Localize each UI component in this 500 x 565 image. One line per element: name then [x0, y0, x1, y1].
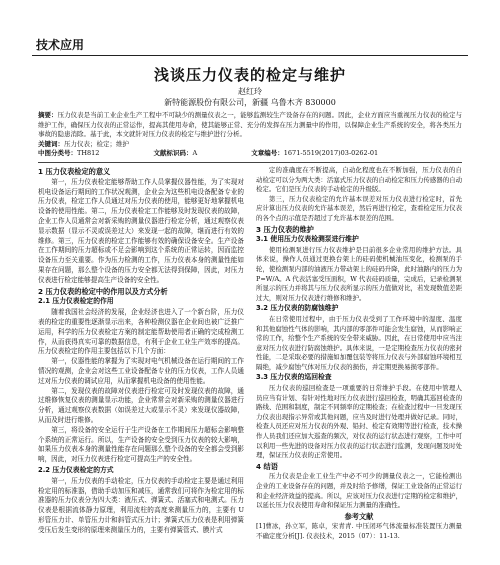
subsection-heading: 3.1 使用压力仪表检测泵进行维护: [256, 235, 359, 244]
article-affiliation: 新特能源股份有限公司，新疆 乌鲁木齐 830000: [164, 98, 336, 107]
body-paragraph: 使用检测泵进行压力仪表维护是目前很多企业常用的维护方法。具体来说，操作人员通过更换台架上的硅码使机械油压变化，检测泵的手轮，使检测泵内部的油液压力带动架上的硅码升降，此时油路内的压力为 P=W/A。A 代表活塞受压面积，W 代表硅码质量，完成后，记录检测泵所显示的压力并将其与压力仪表所显示的压力值做对比，若发现数值差距过大，则对压力仪表进行维修和维护。: [256, 245, 463, 302]
article-meta: [38, 148, 430, 157]
keywords-label: 关键词：: [38, 139, 64, 148]
body-paragraph: 第一，仪器性能的掌握为了实现对电气机械设备在运行期间的工作情况的观测，企业会对这些工业设备配备专业的压力仪表，工作人员通过对压力仪表的调试应用，从而掌握机电设备的使用性能。: [38, 357, 244, 385]
subsection-heading: 2.1 压力仪表检定的作用: [38, 297, 114, 306]
meta-classification: 中图分类号：TH812: [38, 149, 100, 157]
body-paragraph: 随着我国社会经济的发展，企业经济也进入了一个新台阶，压力仪表的检定的重要性逐渐显示出来，各种检测仪器在企业间也被广泛推广运用，科学的压力仪表检定方案的制定能帮助使用者正确的完成检测工作，从而获得真实可靠的数据信息，有利于企业工业生产效率的提高。压力仪表检定的作用主要包括以下几个方面：: [38, 308, 244, 356]
subsection-heading: 2.2 压力仪表检定的方式: [38, 465, 114, 474]
body-paragraph: 定的准确度在不断提高，自动化程度也在不断加强，压力仪表的自动检定可以分为两大类：活塞式压力仪表的自动检定和压力传感器的自动检定。它们是压力仪表的手动检定的升级版。: [256, 166, 463, 194]
right-column: [256, 166, 462, 542]
section-heading: 2 压力仪表的检定中的作用以及方式分析: [38, 286, 168, 296]
article-author: 赵红玲: [238, 87, 262, 96]
body-paragraph: 第一，压力仪表的手动检定，压力仪表的手动检定主要是通过利用检定用的标准器，借助手动加压和减压，通常我们可将作为检定用的标准器的压力仪表分为四大类：液压式、弹簧式、活塞式和电测式。压力仪表是根据流体静力原理，利用流柱的高度来测量压力的，主要有 U 形管压力计、单管压力计和斜管式压力计；弹簧式压力仪表是利用弹簧受压后发生变形的原理来测量压力的，主要有弹簧管式、膜片式: [38, 476, 244, 534]
header-divider: [32, 55, 468, 56]
subsection-heading: 3.2 压力仪表的防腐蚀维护: [256, 304, 339, 313]
abstract-divider: [38, 162, 462, 163]
body-paragraph: 在日常使用过程中，由于压力仪表受到了工作环境中的湿度、温度和其他腐蚀性气体的影响，其内部的零部件可能会发生腐蚀，从而影响正常的工作，给整个生产系统的安全带来威胁。因此，在日常使用中应当注意对压力仪表进行防腐蚀维护。具体来说，一是定期检查压力仪表的密封性能，二是采取必要的措施如加覆包装等将压力仪表与外部腐蚀环境相互隔绝，减少腐蚀气体对压力仪表的损伤，并定期更换易损零部件。: [256, 314, 463, 371]
body-paragraph: 第三，压力仪表检定的允许基本误差对压力仪表进行检定时，首先应计算出压力仪表的允许基本误差，然后再进行检定，查看检定压力仪表的各个点的示值是否超过了允许基本误差的范围。: [256, 194, 463, 222]
section-heading: 3 压力仪表的维护: [256, 224, 314, 234]
article-title: 浅谈压力仪表的检定与维护: [153, 66, 346, 84]
abstract-block: [38, 111, 462, 149]
body-paragraph: 第二，发现仪表的故障对仪表进行检定可及时发现仪表的故障，通过维修恢复仪表的测量显示功能，企业常常会对新采购的测量仪器进行分析，通过观察仪表数据（如误差过大或显示不灵）来发现仪器故障，从而及时进行维修。: [38, 386, 244, 424]
subsection-heading: 3.3 压力仪表的巡回检查: [256, 373, 332, 382]
body-paragraph: 第三，将设备的安全运行于生产设备在工作期间压力超标会影响整个系统的正常运行。所以，生产设备的安全受到压力仪表的较大影响，如果压力仪表本身的测量性能存在问题那么整个设备的安全都会受到影响，因此，对压力仪表进行检定可提高生产的安全性。: [38, 425, 244, 464]
section-header: 技术应用: [36, 38, 85, 52]
abstract-text: 压力仪表是当前工业企业生产工程中不可缺少的测量仪表之一，能够监测较生产设备存在的问题。因此，企业方面应当重视压力仪表的检定与维护工作，确保压力仪表的正常运作，提高其使用寿命，使其能够正常、充分的发挥在压力测量中的作用，以保障企业生产系统的安全，将各类压力事故的隐患消除。基于此，本文就针对压力仪表的检定与维护进行分析。: [38, 111, 463, 139]
left-column: [38, 166, 244, 535]
meta-doc-code: 文献标识码：A: [153, 149, 198, 157]
references-heading: 参考文献: [344, 511, 374, 521]
section-heading: 4 结语: [256, 461, 278, 471]
meta-article-number: 文章编号：1671-5519(2017)03-0262-01: [251, 149, 379, 157]
reference-item: [1]曹冰，孙立军，陈卓，宋青青. 中压闭环气体流量标准装置压力测量不确定度分析[J]. 仪表技术，2015（07）：11-13.: [256, 522, 462, 540]
keywords-text: 压力仪表；检定；维护: [64, 139, 129, 148]
abstract-label: 摘要：: [38, 111, 58, 119]
section-heading: 1 压力仪表检定的意义: [38, 167, 111, 176]
body-paragraph: 第一，压力仪表检定能够帮助工作人员掌握仪器性能，为了实现对机电设备运行期间的工作状况观测，企业会为这些机电设备配备专业的压力仪表，检定工作人员通过对压力仪表的使用，能够更好地掌握机电设备的使用性能。第二，压力仪表检定工作能够及时发现仪表的故障，企业工作人员通常会对新采购的测量仪器进行检定分析，通过观察仪表显示数据（显示不灵或误差过大）来发现一起的故障，继而进行有效的维修。第三，压力仪表的检定工作能够有效的确保设备安全。生产设备在工作期间的压力超标或不足会影响到这个系统的正常运转，因而监控设备压力至关重要。作为压力检测的工作，压力仪表本身的测量性能如果存在问题，那么整个设备的压力安全都无法得到保障，因此，对压力仪表进行检定能够提高生产设备的安全性。: [38, 177, 244, 284]
body-paragraph: 压力仪表是企业工业生产中必不可少的测量仪表之一，它能检测出企业的工业设备存在的问题，并及时给予修缮，保证工业设备的正常运行和企业经济效益的提高。所以，应该对压力仪表进行定期的检定和维护，以延长压力仪表使用寿命和保证压力测量的准确性。: [256, 472, 463, 510]
body-paragraph: 压力仪表的巡回检查是一项重要的日常维护手段。在使用中管理人员应当有计划、有针对性地对压力仪表进行巡回检查，明确其巡回检查的路线、范围和制度，制定不同频率的定期检查；在检查过程中一旦发现压力仪表出现指示异常或其他问题，应当及时进行处理并做好记录。同时，检查人员还应对压力仪表的外观、铅封、检定有效期等进行检查，技术操作人员我们还应加大巡查的频次，对仪表的运行状态进行观察，工作中可以利用一些先进的设备对压力仪表的运行状态进行监测，发现问题及时处理，保证压力仪表的正常使用。: [256, 384, 463, 460]
